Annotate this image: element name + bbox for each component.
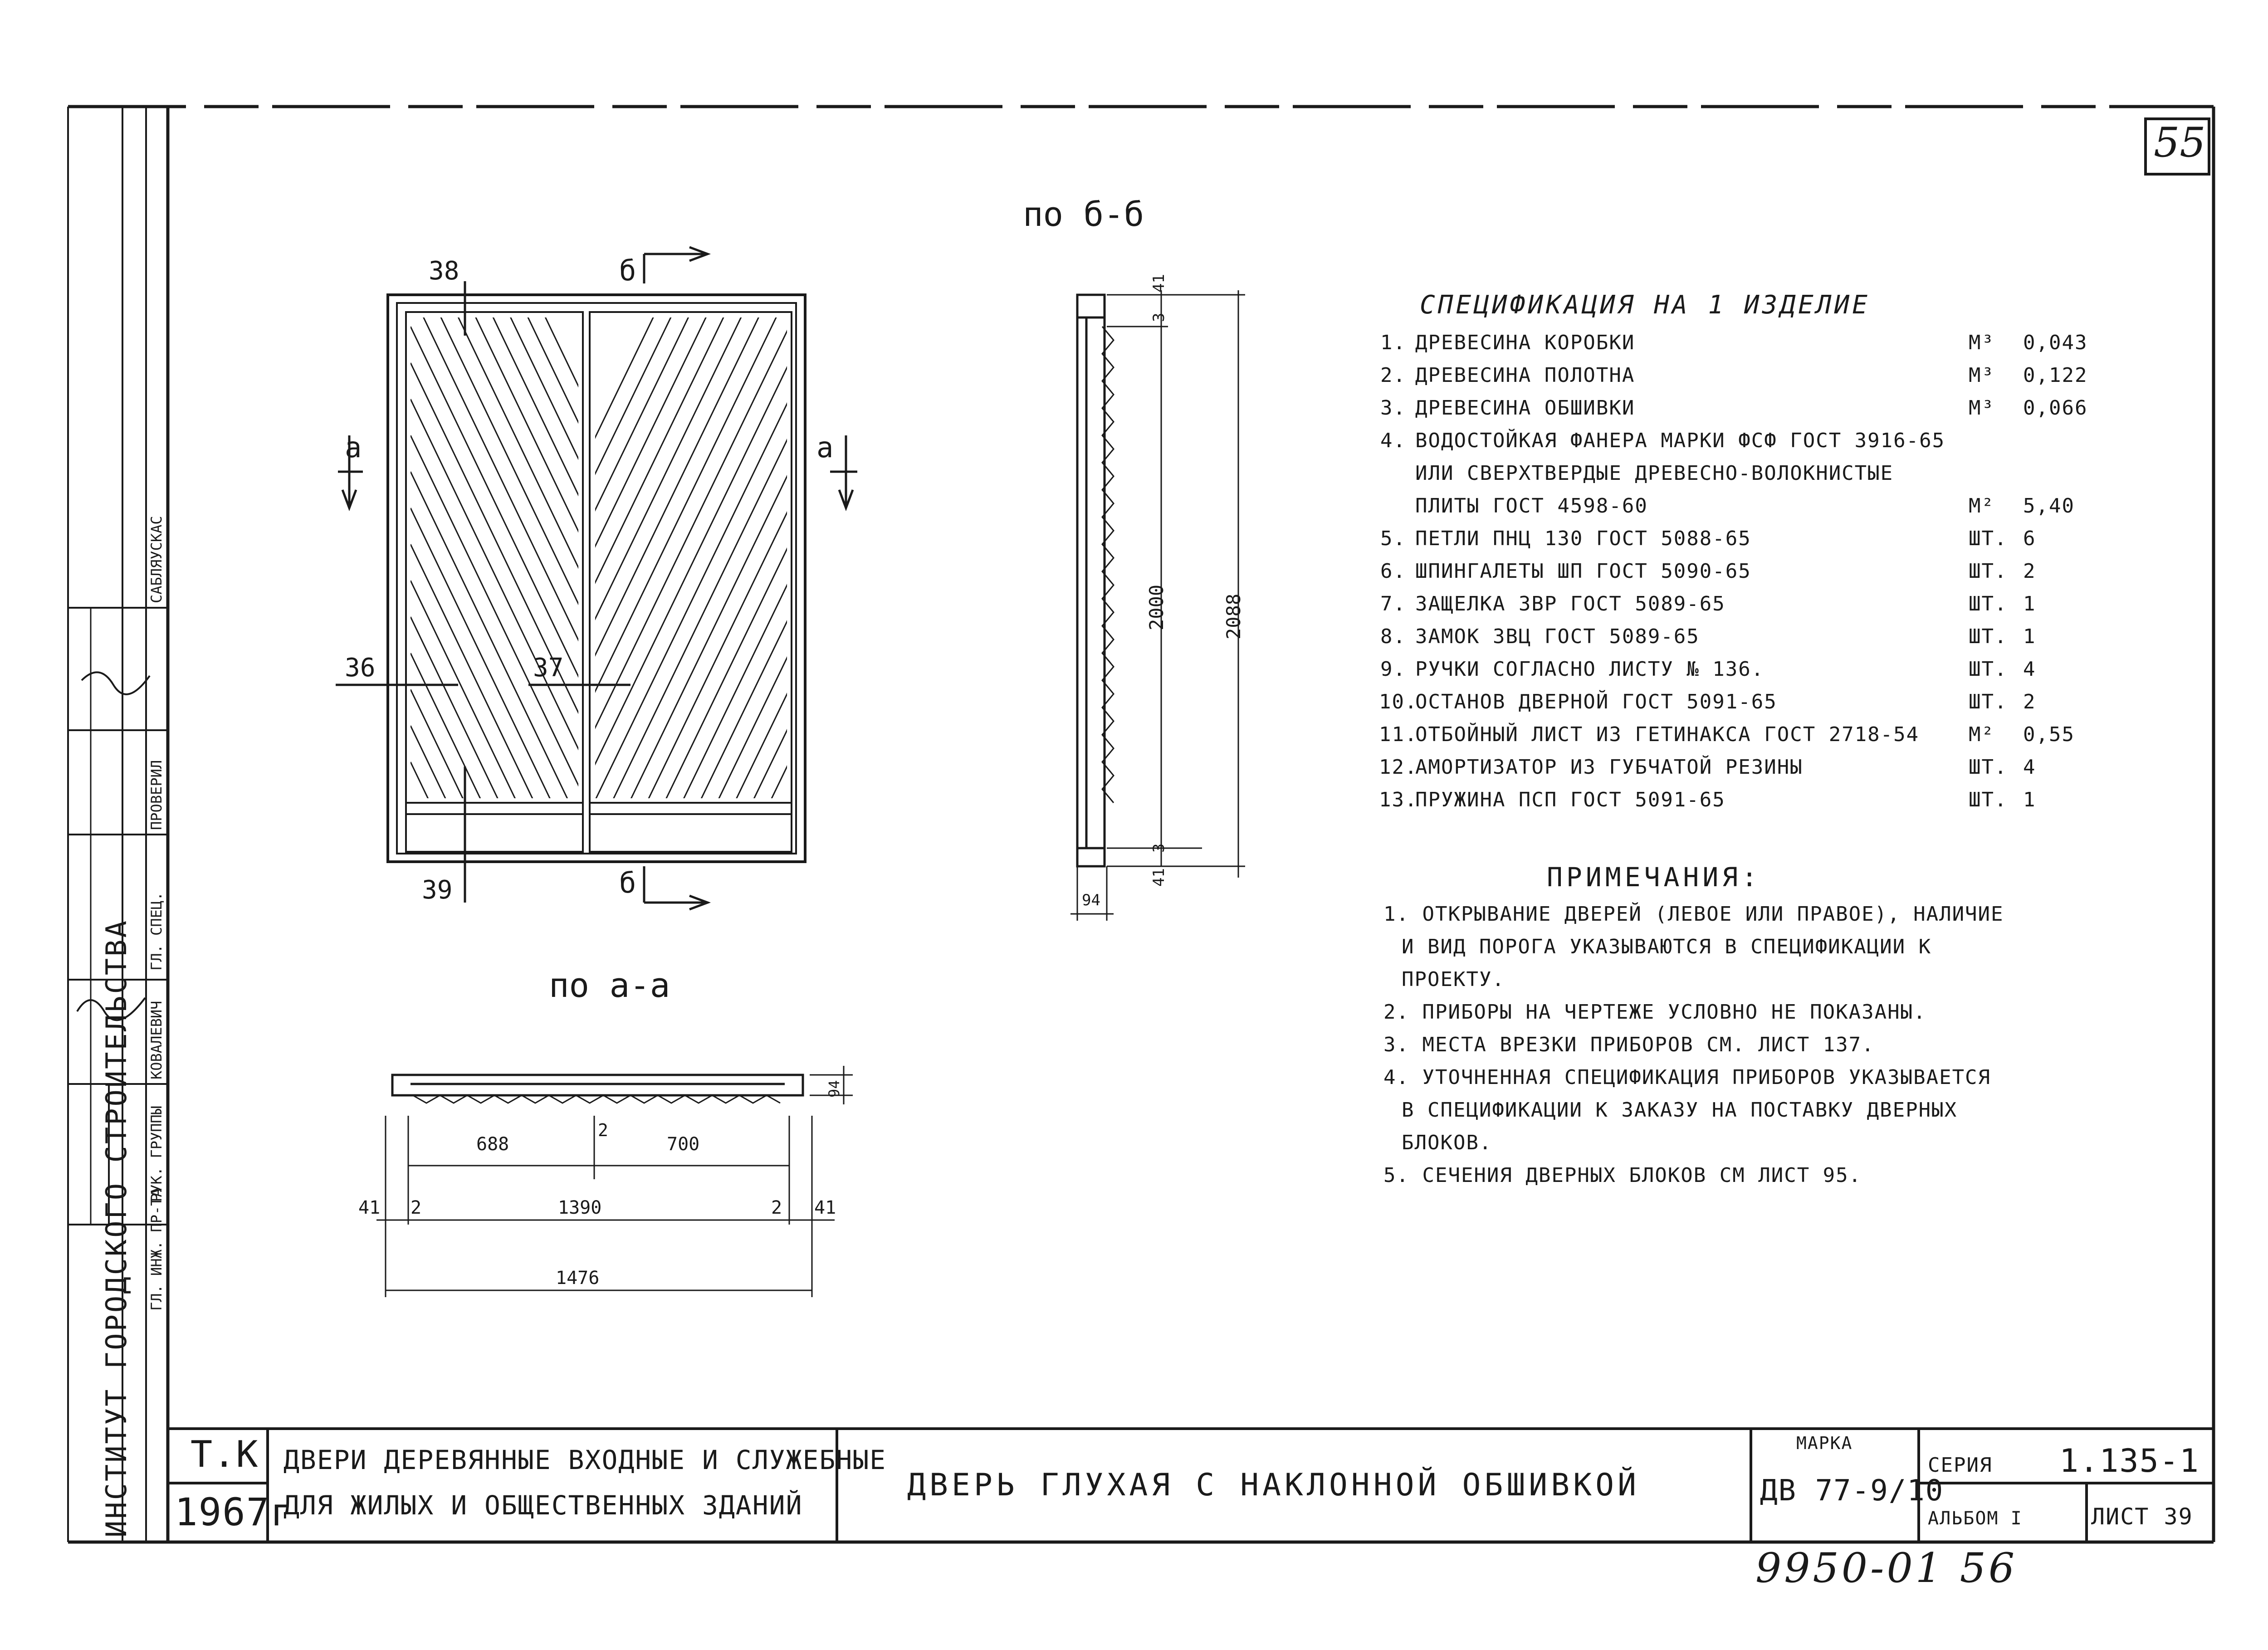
spec-row-qty: 2	[2023, 560, 2036, 583]
spec-row-qty: 5,40	[2023, 494, 2075, 517]
dim-aa-41-right: 41	[814, 1197, 836, 1218]
dim-bb-top-3: 3	[1150, 312, 1168, 322]
sidebar-role-chief-engineer: ГЛ. ИНЖ. ПР-ТА	[148, 1188, 165, 1311]
spec-row-text: ВОДОСТОЙКАЯ ФАНЕРА МАРКИ ФСФ ГОСТ 3916-65	[1415, 429, 1945, 452]
dim-bb-width-94: 94	[1082, 891, 1100, 909]
dim-bb-2088: 2088	[1222, 593, 1245, 639]
mark-label: МАРКА	[1796, 1433, 1853, 1453]
spec-row-number: 13.	[1379, 788, 1418, 811]
note-line: БЛОКОВ.	[1402, 1131, 1492, 1154]
dim-aa-1476: 1476	[556, 1268, 600, 1289]
sheet-label: ЛИСТ 39	[2091, 1504, 2193, 1530]
callout-36: 36	[345, 653, 376, 683]
note-line: 2. ПРИБОРЫ НА ЧЕРТЕЖЕ УСЛОВНО НЕ ПОКАЗАНЫ.	[1383, 1001, 1926, 1024]
album-label: АЛЬБОМ I	[1928, 1508, 2023, 1529]
section-aa	[376, 1066, 853, 1297]
spec-row-text: ОСТАНОВ ДВЕРНОЙ ГОСТ 5091-65	[1415, 690, 1777, 713]
inventory-number: 9950-01 56	[1755, 1544, 2018, 1592]
sheet-number: 55	[2154, 119, 2206, 166]
spec-row-unit: М³	[1969, 331, 1994, 354]
spec-row	[1379, 494, 2150, 524]
spec-row-text: ДРЕВЕСИНА ОБШИВКИ	[1415, 396, 1635, 420]
spec-row-qty: 1	[2023, 592, 2036, 615]
spec-row-number: 1.	[1380, 331, 1406, 354]
spec-row	[1379, 592, 2150, 622]
spec-row-qty: 2	[2023, 690, 2036, 713]
drawing-title: ДВЕРЬ ГЛУХАЯ С НАКЛОННОЙ ОБШИВКОЙ	[907, 1467, 1640, 1503]
spec-row-unit: ШТ.	[1969, 625, 2008, 648]
spec-row-number: 6.	[1380, 560, 1406, 583]
spec-row	[1379, 756, 2150, 786]
callout-37: 37	[533, 653, 564, 683]
spec-row-text: ШПИНГАЛЕТЫ ШП ГОСТ 5090-65	[1415, 560, 1751, 583]
spec-row	[1379, 723, 2150, 753]
spec-row-number: 12.	[1379, 756, 1418, 779]
spec-row-number: 8.	[1380, 625, 1406, 648]
spec-row-text: ДРЕВЕСИНА ПОЛОТНА	[1415, 364, 1635, 387]
series-value: 1.135-1	[2059, 1442, 2200, 1479]
note-line: 1. ОТКРЫВАНИЕ ДВЕРЕЙ (ЛЕВОЕ ИЛИ ПРАВОЕ), НАЛИЧИЕ	[1383, 903, 2004, 926]
dim-aa-gap-2: 2	[598, 1120, 608, 1140]
spec-row-unit: М³	[1969, 396, 1994, 420]
note-line: В СПЕЦИФИКАЦИИ К ЗАКАЗУ НА ПОСТАВКУ ДВЕРНЫХ	[1402, 1098, 1958, 1122]
dim-aa-2-right: 2	[771, 1197, 782, 1218]
cut-mark-b-top: б	[619, 254, 636, 287]
spec-row	[1379, 396, 2150, 426]
sidebar-institute: ИНСТИТУТ ГОРОДСКОГО СТРОИТЕЛЬСТВА	[100, 919, 133, 1538]
spec-row-number: 5.	[1380, 527, 1406, 550]
spec-row-qty: 0,043	[2023, 331, 2088, 354]
spec-row-unit: ШТ.	[1969, 560, 2008, 583]
spec-row	[1379, 625, 2150, 655]
section-aa-title: по а-а	[549, 966, 670, 1005]
spec-row-qty: 6	[2023, 527, 2036, 550]
dim-aa-700: 700	[667, 1134, 700, 1155]
spec-row-number: 9.	[1380, 658, 1406, 681]
sidebar-name-kovalevich: КОВАЛЕВИЧ	[148, 1001, 165, 1079]
spec-row-unit: ШТ.	[1969, 788, 2008, 811]
spec-row-unit: ШТ.	[1969, 592, 2008, 615]
spec-row-text: ПЕТЛИ ПНЦ 130 ГОСТ 5088-65	[1415, 527, 1751, 550]
spec-row	[1379, 462, 2150, 492]
title-year: 1967г	[175, 1490, 294, 1534]
spec-row-unit: ШТ.	[1969, 756, 2008, 779]
spec-row-unit: ШТ.	[1969, 658, 2008, 681]
spec-row-text: ЗАЩЕЛКА ЗВР ГОСТ 5089-65	[1415, 592, 1725, 615]
spec-row-unit: М²	[1969, 723, 1994, 746]
spec-row-text: РУЧКИ СОГЛАСНО ЛИСТУ № 136.	[1415, 658, 1765, 681]
spec-row-text: ОТБОЙНЫЙ ЛИСТ ИЗ ГЕТИНАКСА ГОСТ 2718-54	[1415, 723, 1920, 746]
spec-row	[1379, 331, 2150, 361]
spec-row-qty: 0,122	[2023, 364, 2088, 387]
sidebar-name-sabliauskas: САБЛЯУСКАС	[148, 516, 165, 603]
dim-bb-2000: 2000	[1145, 584, 1168, 630]
spec-row	[1379, 364, 2150, 394]
sidebar-role-checker: ПРОВЕРИЛ	[148, 760, 165, 830]
spec-row-qty: 0,066	[2023, 396, 2088, 420]
spec-row-number: 11.	[1379, 723, 1418, 746]
spec-row-qty: 1	[2023, 788, 2036, 811]
spec-row-qty: 0,55	[2023, 723, 2075, 746]
sidebar-role-chief-specialist: ГЛ. СПЕЦ.	[148, 892, 165, 971]
spec-row	[1379, 560, 2150, 590]
title-tk: Т.К	[191, 1433, 259, 1475]
spec-row-qty: 4	[2023, 756, 2036, 779]
spec-row-text: ПРУЖИНА ПСП ГОСТ 5091-65	[1415, 788, 1725, 811]
dim-bb-bottom-3: 3	[1150, 843, 1168, 853]
dim-bb-top-41: 41	[1150, 274, 1168, 293]
cut-mark-a-right: а	[816, 431, 834, 464]
dim-aa-94: 94	[826, 1080, 843, 1098]
note-line: 4. УТОЧНЕННАЯ СПЕЦИФИКАЦИЯ ПРИБОРОВ УКАЗЫВАЕТСЯ	[1383, 1066, 1991, 1089]
spec-row-qty: 4	[2023, 658, 2036, 681]
dim-bb-bottom-41: 41	[1150, 868, 1168, 887]
spec-row-unit: ШТ.	[1969, 527, 2008, 550]
spec-row-text: ДРЕВЕСИНА КОРОБКИ	[1415, 331, 1635, 354]
series-label: СЕРИЯ	[1928, 1454, 1993, 1477]
note-line: 3. МЕСТА ВРЕЗКИ ПРИБОРОВ СМ. ЛИСТ 137.	[1383, 1033, 1875, 1056]
cut-mark-b-bottom: б	[619, 866, 636, 899]
spec-row	[1379, 658, 2150, 688]
dim-aa-688: 688	[476, 1134, 509, 1155]
spec-row-number: 4.	[1380, 429, 1406, 452]
sheet-frame	[68, 107, 2214, 1542]
spec-row	[1379, 527, 2150, 557]
series-title-line1: ДВЕРИ ДЕРЕВЯННЫЕ ВХОДНЫЕ И СЛУЖЕБНЫЕ	[284, 1445, 887, 1475]
spec-row	[1379, 788, 2150, 818]
spec-row-text: АМОРТИЗАТОР ИЗ ГУБЧАТОЙ РЕЗИНЫ	[1415, 756, 1803, 779]
spec-row-number: 10.	[1379, 690, 1418, 713]
callout-38: 38	[429, 256, 459, 286]
spec-row	[1379, 690, 2150, 720]
notes-title: ПРИМЕЧАНИЯ:	[1547, 862, 1761, 893]
note-line: ПРОЕКТУ.	[1402, 968, 1505, 991]
sidebar-role-group-lead: РУК. ГРУППЫ	[148, 1106, 165, 1202]
spec-row-number: 2.	[1380, 364, 1406, 387]
spec-row-unit: ШТ.	[1969, 690, 2008, 713]
spec-row-text: ИЛИ СВЕРХТВЕРДЫЕ ДРЕВЕСНО-ВОЛОКНИСТЫЕ	[1415, 462, 1894, 485]
cut-mark-a-left: а	[345, 431, 362, 464]
spec-row-qty: 1	[2023, 625, 2036, 648]
dim-aa-41-left: 41	[358, 1197, 381, 1218]
dim-aa-2-left: 2	[411, 1197, 422, 1218]
spec-row-number: 7.	[1380, 592, 1406, 615]
callout-39: 39	[422, 875, 453, 905]
note-line: И ВИД ПОРОГА УКАЗЫВАЮТСЯ В СПЕЦИФИКАЦИИ К	[1402, 935, 1932, 958]
section-bb-title: по б-б	[1023, 195, 1144, 234]
mark-value: ДВ 77-9/10	[1760, 1474, 1944, 1508]
series-title-line2: ДЛЯ ЖИЛЫХ И ОБЩЕСТВЕННЫХ ЗДАНИЙ	[284, 1490, 803, 1521]
spec-title: СПЕЦИФИКАЦИЯ НА 1 ИЗДЕЛИЕ	[1420, 290, 1870, 320]
spec-row-unit: М³	[1969, 364, 1994, 387]
spec-row-unit: М²	[1969, 494, 1994, 517]
spec-row-number: 3.	[1380, 396, 1406, 420]
dim-aa-1390: 1390	[558, 1197, 602, 1218]
spec-row-text: ПЛИТЫ ГОСТ 4598-60	[1415, 494, 1648, 517]
note-line: 5. СЕЧЕНИЯ ДВЕРНЫХ БЛОКОВ СМ ЛИСТ 95.	[1383, 1164, 1862, 1187]
spec-row	[1379, 429, 2150, 459]
spec-row-text: ЗАМОК ЗВЦ ГОСТ 5089-65	[1415, 625, 1700, 648]
